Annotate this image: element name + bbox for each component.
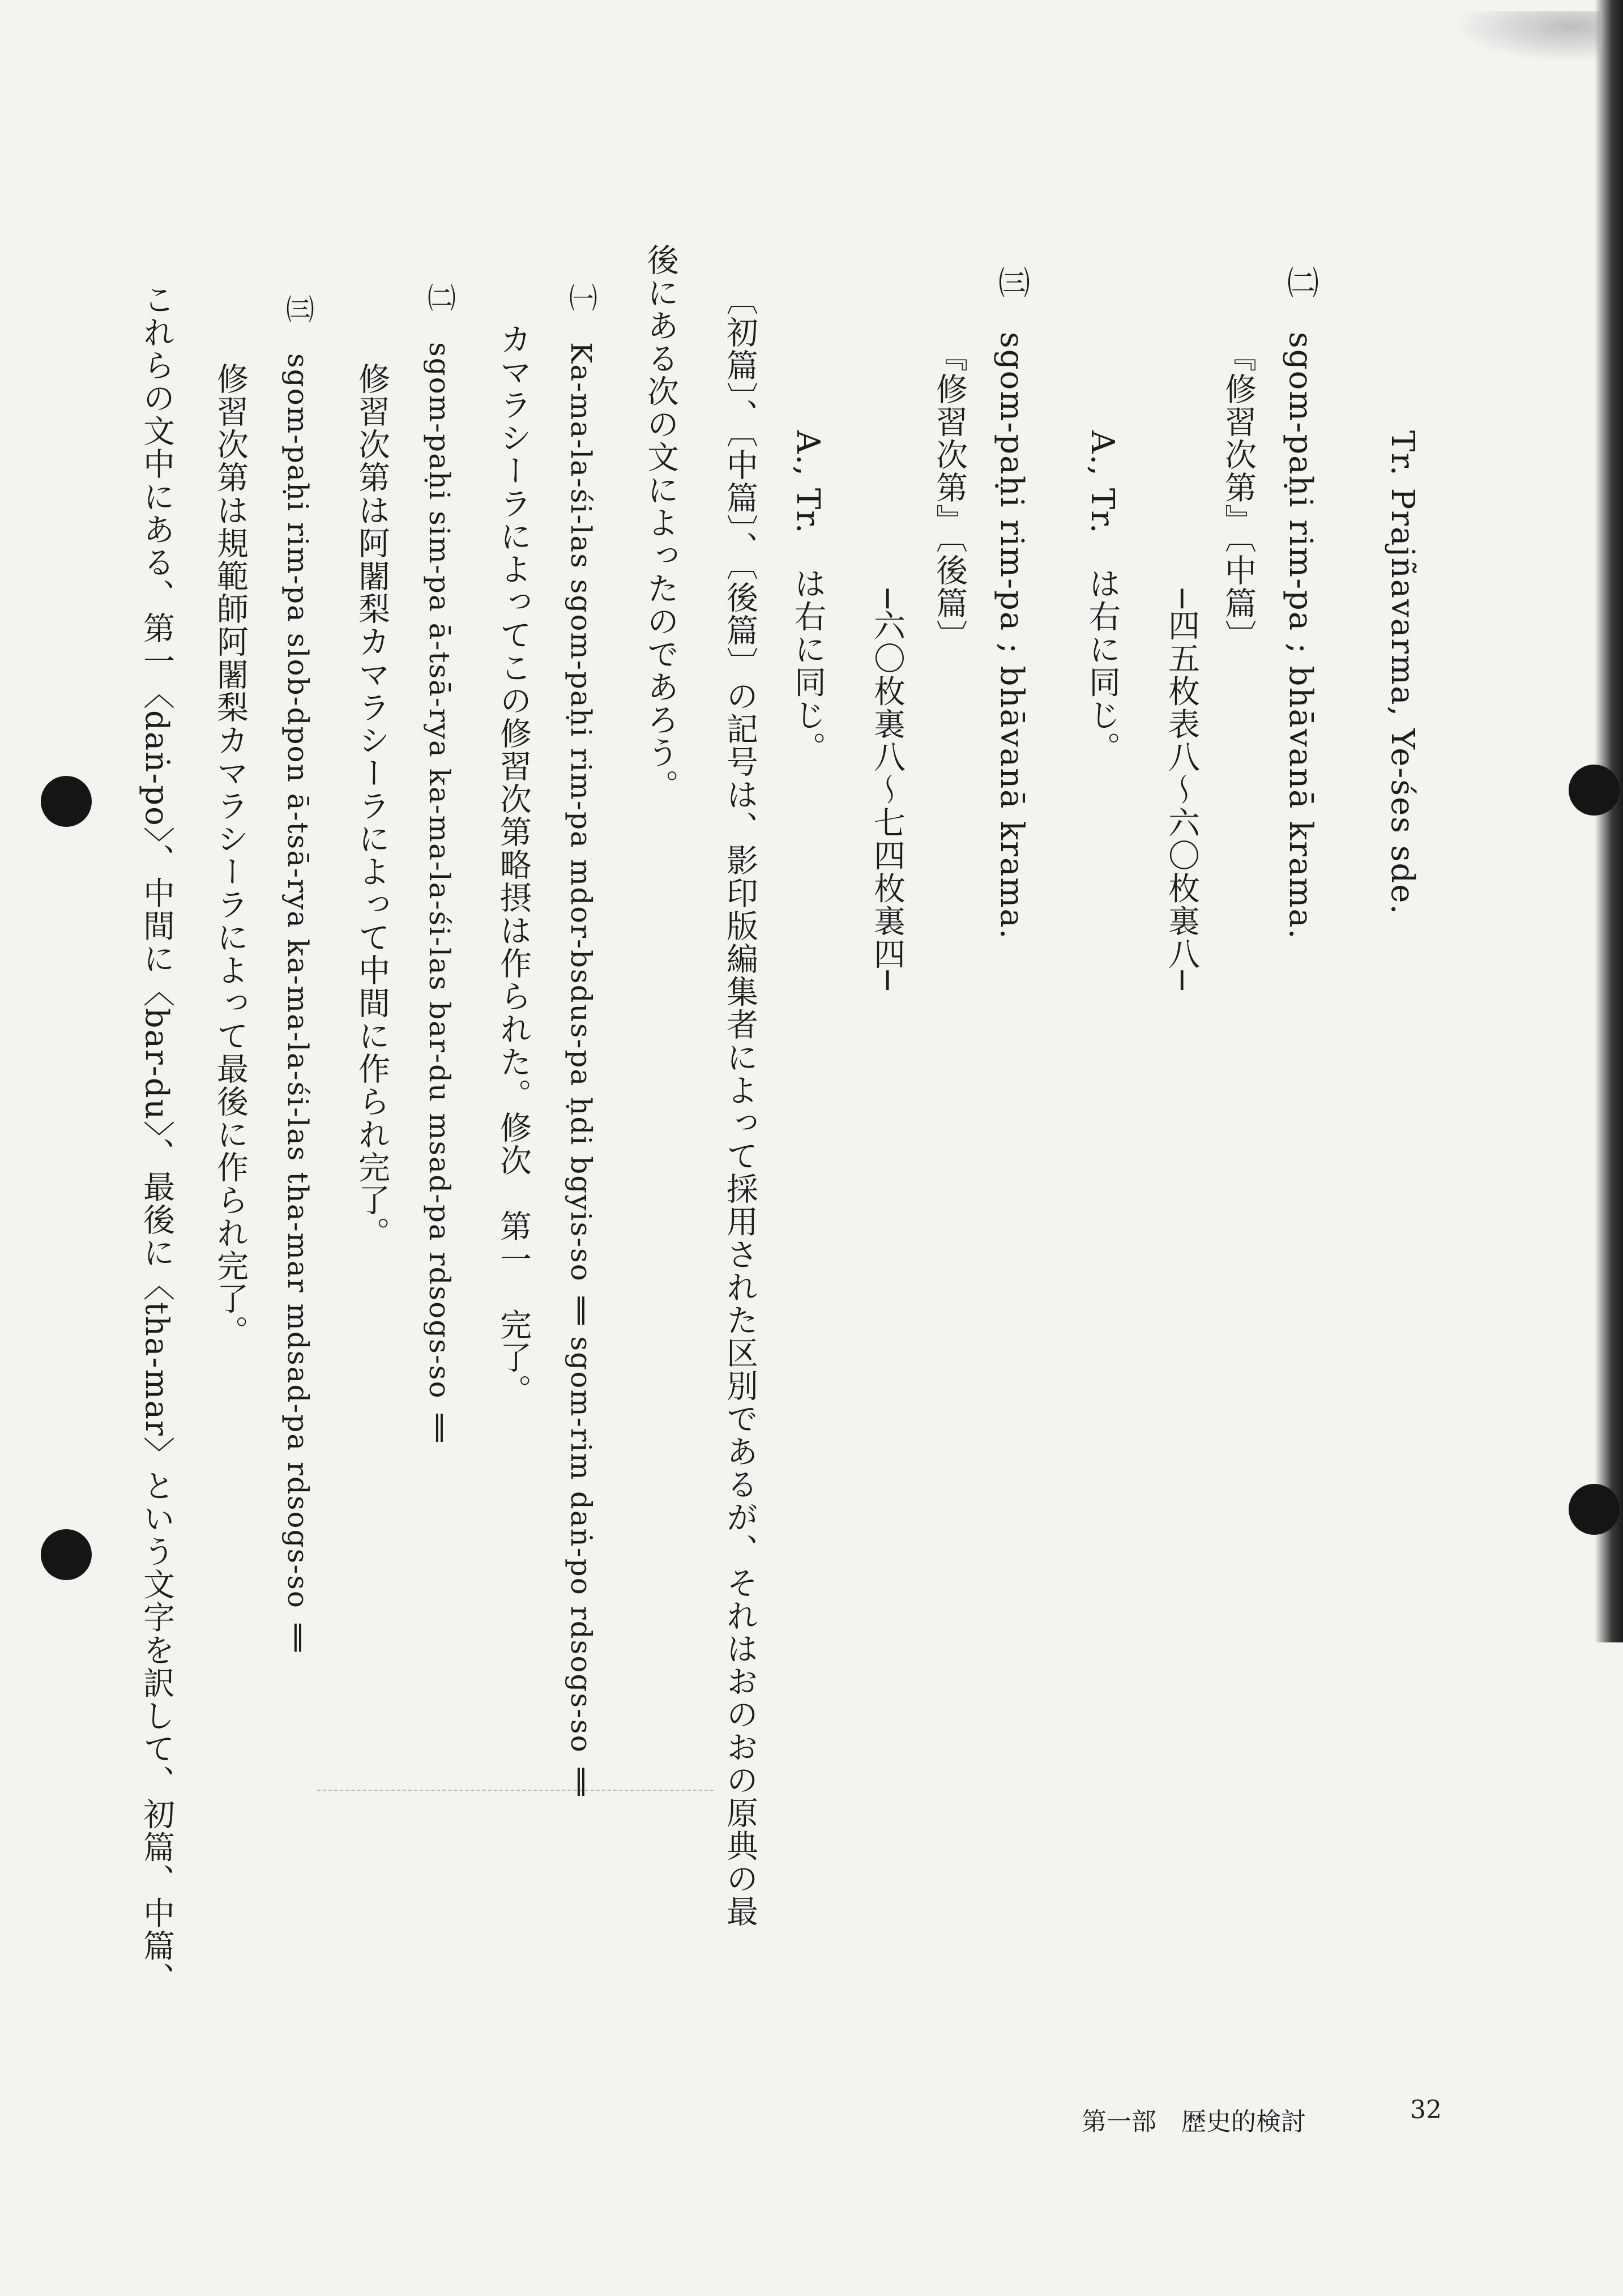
text-column: 修習次第は規範師阿闍梨カマラシーラによって最後に作られ完了。 [212,362,249,1348]
text-column: 後にある次の文によったのであろう。 [642,244,679,802]
text-column: ㈠ Ka-ma-la-śi-las sgom-paḥi rim-pa mdor-bsdus-pa ḥdi bgyis-so ‖ sgom-rim daṅ-po rdsogs-so ‖ [565,283,597,1798]
text-column: ㈡ sgom-paḥi sim-pa ā-tsā-rya ka-ma-la-śi-las bar-du msad-pa rdsogs-so ‖ [423,283,456,1444]
page-number: 32 [1410,2096,1442,2124]
scan-artifact-line [317,1790,714,1791]
text-column: ㈢ sgom-paḥi rim-pa ; bhāvanā krama. [993,266,1030,940]
scan-corner-shadow [1453,11,1600,62]
punch-hole [41,1529,92,1580]
punch-hole [1569,765,1620,816]
text-column: 『修習次第』〔後篇〕 [931,340,968,652]
running-footer-section: 第一部 歴史的検討 [1082,2107,1306,2136]
text-column: ─四五枚表八〜六〇枚裏八─ [1163,589,1200,991]
text-column: これらの文中にある、第一〈daṅ-po〉、中間に〈bar-du〉、最後に〈tha-mar〉という文字を訳して、初篇、中篇、 [138,283,175,1995]
text-column: 『修習次第』〔中篇〕 [1220,340,1257,652]
punch-hole [41,776,92,827]
text-column: ─六〇枚裏八〜七四枚裏四─ [869,589,906,991]
text-column: カマラシーラによってこの修習次第略摂は作られた。修次 第一 完了。 [495,323,532,1407]
text-column: A., Tr. は右に同じ。 [1084,430,1121,765]
scan-dark-edge [1595,0,1623,1642]
text-column: Tr. Prajñavarma, Ye-śes sde. [1384,430,1421,916]
text-column: A., Tr. は右に同じ。 [789,430,826,765]
text-column: ㈢ sgom-paḥi rim-pa slob-dpon ā-tsā-rya ka-ma-la-śi-las tha-mar mdsad-pa rdsogs-so ‖ [281,295,314,1653]
text-column: 〔初篇〕、〔中篇〕、〔後篇〕の記号は、影印版編集者によって採用された区別であるが、それはおのおの原典の最 [721,283,758,1928]
text-column: 修習次第は阿闍梨カマラシーラによって中間に作られ完了。 [353,362,390,1249]
punch-hole [1569,1484,1620,1535]
text-column: ㈡ sgom-paḥi rim-pa ; bhāvanā krama. [1282,266,1319,940]
